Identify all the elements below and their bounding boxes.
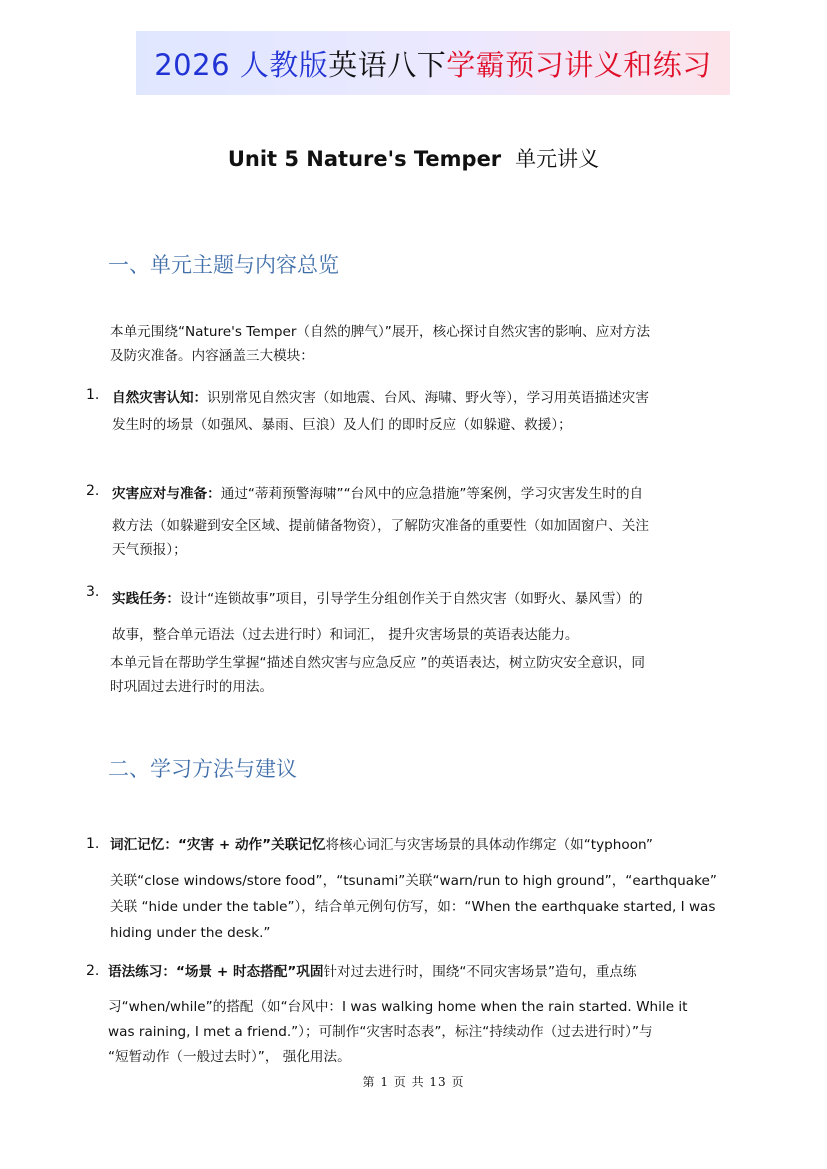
intro-line: 本单元围绕“Nature's Temper（自然的脾气）”展开，核心探讨自然灾害的影响、应对方法	[110, 324, 651, 340]
summary-line: 本单元旨在帮助学生掌握“描述自然灾害与应急反应 ”的英语表达，树立防灾安全意识，同	[110, 655, 645, 671]
list-number: 3.	[86, 584, 100, 600]
list-number: 2.	[86, 963, 100, 979]
item-line: 通过“蒂莉预警海啸”“台风中的应急措施”等案例，学习灾害发生时的自	[220, 486, 644, 502]
item-label: 自然灾害认知：	[112, 390, 208, 406]
document-title	[0, 143, 827, 173]
banner-series: 学霸预习讲义和练习	[446, 47, 712, 82]
list-number: 2.	[86, 483, 100, 499]
list-item	[112, 481, 727, 564]
overview-intro	[110, 320, 730, 368]
item-line: 针对过去进行时，围绕“不同灾害场景”造句，重点练	[323, 964, 637, 980]
list-number: 1.	[86, 387, 100, 403]
item-label: 语法练习：“场景 + 时态搭配”巩固	[108, 964, 324, 980]
intro-line: 及防灾准备。内容涵盖三大模块：	[110, 348, 314, 364]
overview-summary	[110, 651, 730, 699]
item-line: 将核心词汇与灾害场景的具体动作绑定（如“typhoon”	[325, 837, 653, 853]
item-label: 词汇记忆：“灾害 + 动作”关联记忆	[110, 837, 326, 853]
item-line: 关联“close windows/store food”，“tsunami”关联“warn/run to high ground”，“earthquake”	[110, 873, 717, 889]
list-item	[112, 385, 727, 439]
item-line: “短暂动作（一般过去时）”， 强化用法。	[108, 1049, 351, 1065]
section-heading-methods: 二、学习方法与建议	[108, 757, 297, 781]
item-line: 识别常见自然灾害（如地震、台风、海啸、野火等），学习用英语描述灾害	[207, 390, 649, 406]
item-line: was raining, I met a friend.”）；可制作“灾害时态表”，标注“持续动作（过去进行时）”与	[108, 1024, 653, 1040]
list-item	[108, 959, 723, 1070]
list-number: 1.	[86, 836, 100, 852]
list-item	[110, 832, 725, 946]
item-line: 设计“连锁故事”项目，引导学生分组创作关于自然灾害（如野火、暴风雪）的	[179, 591, 643, 607]
item-line: 发生时的场景（如强风、暴雨、巨浪）及人们 的即时反应（如躲避、救援）；	[112, 417, 572, 433]
title-english: Unit 5 Nature's Temper	[227, 147, 502, 171]
item-line: 救方法（如躲避到安全区域、提前储备物资），了解防灾准备的重要性（如加固窗户、关注	[112, 518, 649, 534]
item-line: 故事，整合单元语法（过去进行时）和词汇， 提升灾害场景的英语表达能力。	[112, 627, 579, 643]
banner-year-edition: 2026 人教版	[154, 47, 329, 82]
title-chinese: 单元讲义	[515, 147, 600, 171]
list-item	[112, 581, 727, 653]
item-line: 习“when/while”的搭配（如“台风中：I was walking home when the rain started. While it	[108, 999, 688, 1015]
header-banner	[136, 31, 730, 95]
summary-line: 时巩固过去进行时的用法。	[110, 679, 274, 695]
item-label: 实践任务：	[112, 591, 180, 607]
item-line: hiding under the desk.”	[110, 925, 271, 941]
item-label: 灾害应对与准备：	[112, 486, 221, 502]
section-heading-overview: 一、单元主题与内容总览	[108, 253, 339, 277]
banner-subject: 英语八下	[328, 47, 447, 82]
page-number: 第 1 页 共 13 页	[362, 1075, 465, 1089]
item-line: 天气预报）；	[112, 542, 187, 558]
item-line: 关联 “hide under the table”），结合单元例句仿写，如：“When the earthquake started, I was	[110, 899, 716, 915]
